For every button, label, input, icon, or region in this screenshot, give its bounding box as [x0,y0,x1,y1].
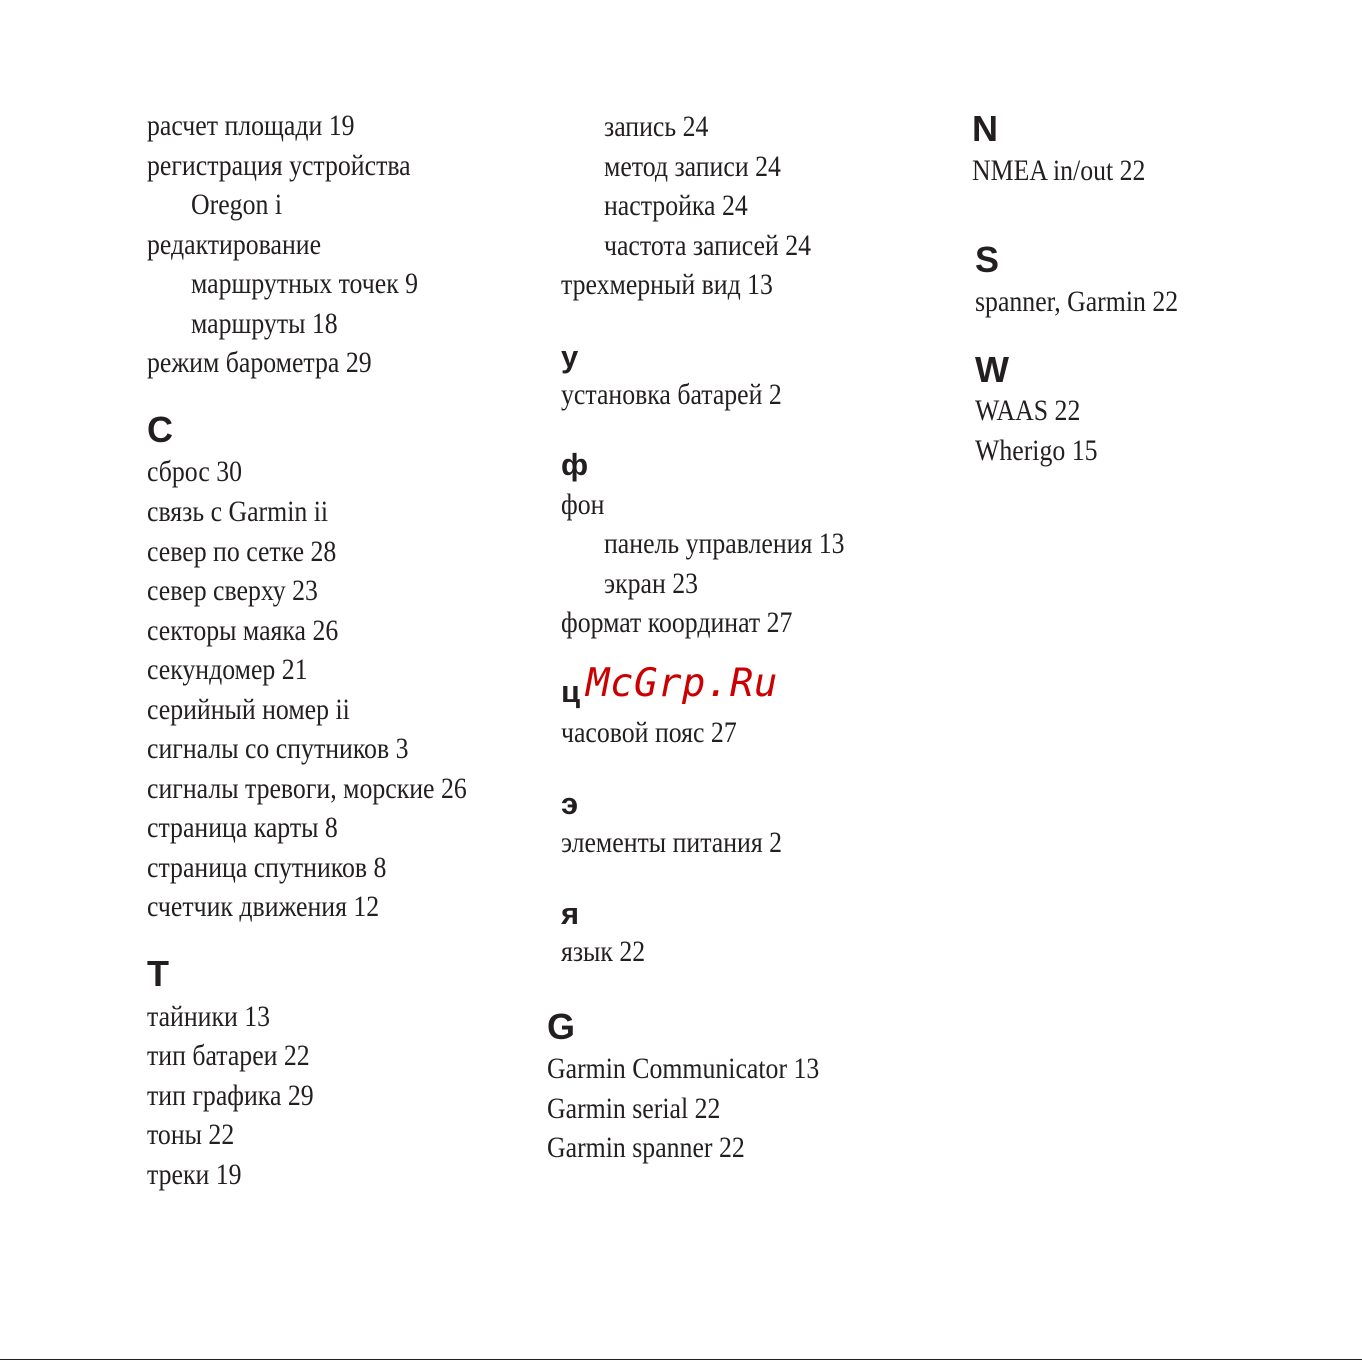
index-entry: секундомер 21 [147,653,308,686]
section-letter-ts: ц [561,674,581,709]
section-letter-f: ф [561,447,589,482]
index-subentry: запись 24 [604,110,709,143]
index-entry: Garmin serial 22 [547,1092,721,1125]
index-entry: установка батарей 2 [561,378,782,411]
index-entry: треки 19 [147,1158,242,1191]
section-letter-w: W [975,349,1009,390]
index-subentry: панель управления 13 [604,527,845,560]
index-subentry: частота записей 24 [604,229,812,262]
index-subentry: настройка 24 [604,189,748,222]
index-entry: язык 22 [561,935,646,968]
index-entry: формат координат 27 [561,606,793,639]
index-subentry: маршрутных точек 9 [191,267,419,300]
section-letter-ya: я [561,896,580,931]
index-entry: страница спутников 8 [147,851,387,884]
index-entry: NMEA in/out 22 [972,154,1146,187]
index-entry: Garmin Communicator 13 [547,1052,820,1085]
index-entry: север по сетке 28 [147,535,337,568]
index-entry: Garmin spanner 22 [547,1131,745,1164]
index-entry: тоны 22 [147,1118,235,1151]
index-entry: WAAS 22 [975,394,1081,427]
index-entry: spanner, Garmin 22 [975,285,1179,318]
index-entry: Wherigo 15 [975,434,1098,467]
bottom-divider [0,1359,1362,1360]
index-entry: серийный номер ii [147,693,350,726]
section-letter-u: у [561,339,579,374]
index-subentry: Oregon i [191,188,282,221]
index-entry: тип батареи 22 [147,1039,310,1072]
index-subentry: экран 23 [604,567,699,600]
index-entry: редактирование [147,228,322,261]
section-letter-s: S [975,239,1000,280]
index-entry: регистрация устройства [147,149,411,182]
section-letter-c: С [147,409,173,450]
index-entry: связь с Garmin ii [147,495,329,528]
section-letter-g: G [547,1006,576,1047]
index-entry: страница карты 8 [147,811,338,844]
index-entry: секторы маяка 26 [147,614,339,647]
index-entry: счетчик движения 12 [147,890,380,923]
index-entry: сигналы тревоги, морские 26 [147,772,467,805]
section-letter-t: Т [147,953,169,994]
section-letter-n: N [972,108,998,149]
index-entry: тип графика 29 [147,1079,314,1112]
index-entry: сброс 30 [147,455,243,488]
index-subentry: маршруты 18 [191,307,338,340]
index-entry: сигналы со спутников 3 [147,732,409,765]
index-entry: трехмерный вид 13 [561,268,773,301]
index-entry: север сверху 23 [147,574,318,607]
index-entry: часовой пояс 27 [561,716,737,749]
index-entry: фон [561,488,605,521]
index-entry: тайники 13 [147,1000,271,1033]
section-letter-e: э [561,786,579,821]
index-subentry: метод записи 24 [604,150,781,183]
index-entry: элементы питания 2 [561,826,783,859]
watermark-text: McGrp.Ru [586,661,778,706]
index-entry: расчет площади 19 [147,109,355,142]
index-entry: режим барометра 29 [147,346,372,379]
